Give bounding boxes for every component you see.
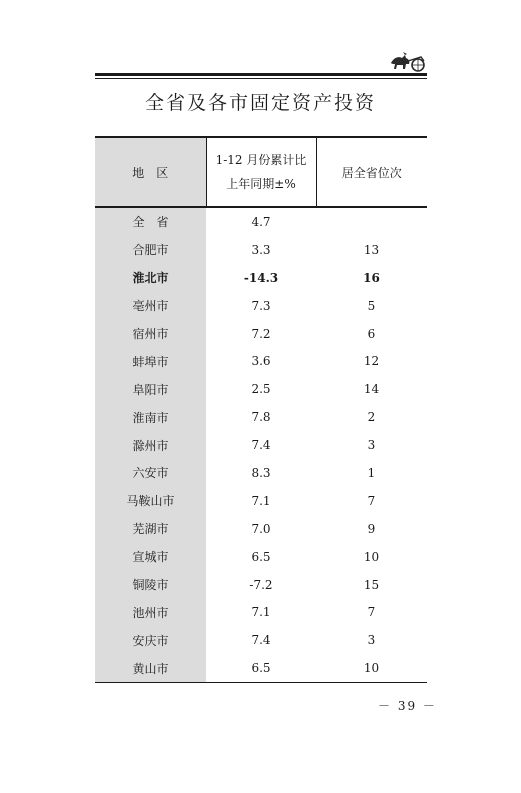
table-row bbox=[95, 207, 427, 236]
cell-rank: 9 bbox=[367, 521, 376, 536]
cell-region: 黄山市 bbox=[95, 654, 206, 682]
cell-growth: 7.3 bbox=[251, 298, 271, 313]
cell-region: 滁州市 bbox=[95, 431, 206, 459]
table-row bbox=[95, 571, 427, 599]
table-row bbox=[95, 515, 427, 543]
table-row bbox=[95, 347, 427, 375]
cell-region: 亳州市 bbox=[95, 292, 206, 320]
cell-growth: 7.1 bbox=[251, 605, 271, 620]
cell-growth: 3.6 bbox=[251, 354, 271, 369]
cell-rank: 12 bbox=[363, 354, 380, 369]
cell-rank: 7 bbox=[367, 605, 376, 620]
table-row bbox=[95, 431, 427, 459]
cell-growth: 7.4 bbox=[251, 633, 271, 648]
horse-carriage-logo-icon bbox=[388, 49, 428, 73]
cell-growth: 3.3 bbox=[251, 242, 271, 257]
cell-rank: 15 bbox=[363, 577, 380, 592]
cell-growth: 2.5 bbox=[251, 382, 271, 397]
cell-rank: 5 bbox=[367, 298, 376, 313]
page-title: 全省及各市固定资产投资 bbox=[144, 92, 376, 114]
cell-growth: 6.5 bbox=[206, 654, 316, 682]
header-region: 地 区 bbox=[95, 137, 206, 207]
cell-rank: 13 bbox=[363, 242, 380, 257]
cell-growth: 7.1 bbox=[251, 493, 271, 508]
cell-region: 池州市 bbox=[95, 598, 206, 626]
investment-table bbox=[95, 136, 427, 683]
header-growth-line1: 1-12 月份累计比 bbox=[215, 153, 307, 167]
cell-rank: 3 bbox=[367, 438, 376, 453]
cell-rank: 14 bbox=[363, 382, 380, 397]
table-row bbox=[95, 375, 427, 403]
cell-growth: 7.2 bbox=[251, 326, 271, 341]
header-growth-line2: 上年同期±% bbox=[226, 177, 296, 191]
cell-growth: 6.5 bbox=[251, 549, 271, 564]
cell-region: 阜阳市 bbox=[95, 375, 206, 403]
cell-growth: 7.8 bbox=[251, 410, 271, 425]
table-header-row bbox=[95, 137, 427, 207]
table-row bbox=[95, 459, 427, 487]
cell-region: 芜湖市 bbox=[95, 515, 206, 543]
cell-region: 合肥市 bbox=[95, 236, 206, 264]
cell-rank: 10 bbox=[316, 654, 427, 682]
cell-rank: 3 bbox=[367, 633, 376, 648]
page-number: － 39 － bbox=[378, 699, 437, 713]
cell-rank: 7 bbox=[367, 493, 376, 508]
cell-growth: 7.0 bbox=[251, 521, 271, 536]
cell-region: 宣城市 bbox=[95, 543, 206, 571]
cell-rank bbox=[316, 207, 427, 236]
cell-region: 宿州市 bbox=[95, 320, 206, 348]
cell-rank: 16 bbox=[363, 270, 380, 285]
cell-region: 全 省 bbox=[95, 207, 206, 236]
table-row bbox=[95, 598, 427, 626]
cell-region: 马鞍山市 bbox=[95, 487, 206, 515]
table-row bbox=[95, 487, 427, 515]
cell-region: 六安市 bbox=[95, 459, 206, 487]
table-body bbox=[95, 207, 427, 683]
table-row bbox=[95, 292, 427, 320]
cell-growth: 4.7 bbox=[251, 214, 271, 229]
cell-rank: 1 bbox=[367, 465, 376, 480]
cell-growth: -7.2 bbox=[249, 577, 273, 592]
header-growth bbox=[206, 137, 316, 207]
cell-region: 安庆市 bbox=[95, 626, 206, 654]
table-row bbox=[95, 264, 427, 292]
table-row bbox=[95, 654, 427, 682]
table-row bbox=[95, 543, 427, 571]
cell-region: 铜陵市 bbox=[95, 571, 206, 599]
table-row bbox=[95, 236, 427, 264]
cell-rank: 2 bbox=[367, 410, 376, 425]
cell-rank: 10 bbox=[363, 549, 380, 564]
cell-growth: 7.4 bbox=[251, 438, 271, 453]
cell-growth: -14.3 bbox=[243, 270, 279, 285]
table-row bbox=[95, 403, 427, 431]
cell-region: 淮南市 bbox=[95, 403, 206, 431]
table-row bbox=[95, 626, 427, 654]
header-rank: 居全省位次 bbox=[316, 137, 427, 207]
cell-growth: 8.3 bbox=[251, 465, 271, 480]
cell-region: 淮北市 bbox=[95, 264, 206, 292]
header-rule-thin bbox=[95, 78, 427, 79]
table-row bbox=[95, 320, 427, 348]
cell-rank: 6 bbox=[367, 326, 376, 341]
header-rule bbox=[95, 73, 427, 76]
cell-region: 蚌埠市 bbox=[95, 347, 206, 375]
